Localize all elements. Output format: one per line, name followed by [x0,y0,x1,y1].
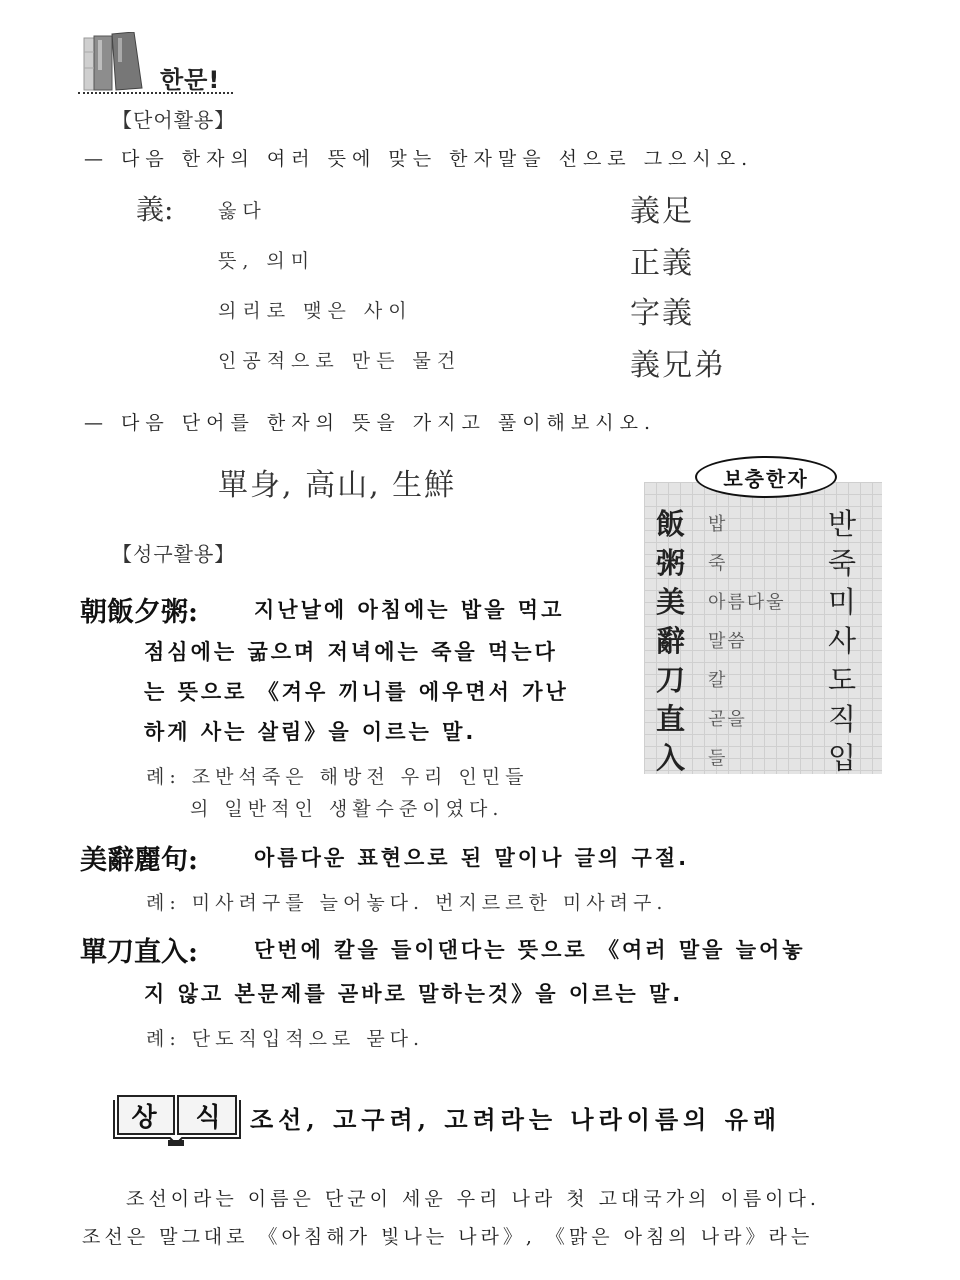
hanja-reading: 죽 [827,546,856,580]
idiom-definition-line: 아름다운 표현으로 된 말이나 글의 구절. [254,846,690,870]
header-divider [78,92,233,94]
instruction-interpret: — 다음 단어를 한자의 뜻을 가지고 풀이해보시오. [84,412,657,434]
open-book-icon [112,1088,242,1148]
hanja-meaning: 아름다울 [708,592,786,613]
hanja-meaning: 곧을 [708,709,747,730]
knowledge-label-2: 식 [195,1103,221,1133]
chapter-title: 한문! [160,66,221,94]
hanja-meaning: 말씀 [708,631,747,652]
idiom-definition-line: 지난날에 아침에는 밥을 먹고 [254,598,565,622]
exercise-words: 單身, 高山, 生鮮 [218,468,457,503]
meaning-item: 의리로 맺은 사이 [218,300,413,322]
hanja-char: 粥 [656,546,686,580]
idiom-heading: 美辭麗句: [80,845,198,876]
hanja-reading: 도 [827,663,856,697]
hanja-word-item: 正義 [630,246,694,281]
supplementary-hanja-title: 보충한자 [695,456,837,498]
hanja-entry [644,736,882,776]
hanja-meaning: 죽 [708,553,728,574]
hanja-entry [644,580,882,620]
section-label-word-usage: 【단어활용】 [112,108,236,132]
supplementary-hanja-box [644,482,882,774]
hanja-char: 美 [656,585,686,619]
hanja-char: 刀 [656,663,686,697]
hanja-reading: 미 [827,585,856,619]
instruction-match: — 다음 한자의 여러 뜻에 맞는 한자말을 선으로 그으시오. [84,148,754,170]
idiom-example-line: 례: 조반석죽은 해방전 우리 인민들 [146,766,529,788]
section-label-idiom-usage: 【성구활용】 [112,542,236,566]
idiom-definition-line: 지 않고 본문제를 곧바로 말하는것》을 이르는 말. [144,982,684,1006]
target-character: 義: [136,193,174,226]
meaning-item: 옳다 [218,200,267,222]
hanja-reading: 입 [827,741,856,775]
knowledge-title: 조선, 고구려, 고려라는 나라이름의 유래 [250,1105,782,1134]
paragraph-line: 조선이라는 이름은 단군이 세운 우리 나라 첫 고대국가의 이름이다. [126,1188,820,1210]
idiom-example-line: 의 일반적인 생활수준이였다. [190,798,504,820]
hanja-entry [644,502,882,542]
hanja-word-item: 義足 [630,194,694,229]
hanja-word-item: 字義 [630,296,694,331]
hanja-reading: 사 [827,624,856,658]
hanja-reading: 직 [827,702,856,736]
idiom-definition-line: 는 뜻으로 《겨우 끼니를 에우면서 가난 [144,680,569,704]
idiom-definition-line: 단번에 칼을 들이댄다는 뜻으로 《여러 말을 늘어놓 [254,938,806,962]
idiom-example-line: 례: 단도직입적으로 묻다. [146,1028,425,1050]
idiom-heading: 朝飯夕粥: [80,597,198,628]
meaning-item: 인공적으로 만든 물건 [218,350,462,372]
hanja-reading: 반 [827,507,856,541]
paragraph-line: 조선은 말그대로 《아침해가 빛나는 나라》, 《맑은 아침의 나라》라는 [82,1226,814,1248]
hanja-entry [644,697,882,737]
idiom-definition-line: 점심에는 굶으며 저녁에는 죽을 먹는다 [144,640,558,664]
hanja-entry [644,541,882,581]
hanja-entry [644,619,882,659]
books-icon [82,32,162,92]
hanja-char: 入 [656,741,686,775]
hanja-entry [644,658,882,698]
hanja-char: 直 [656,702,686,736]
idiom-heading: 單刀直入: [80,937,198,968]
hanja-char: 飯 [656,507,686,541]
meaning-item: 뜻, 의미 [218,250,316,272]
idiom-definition-line: 하게 사는 살림》을 이르는 말. [144,720,477,744]
knowledge-label-1: 상 [131,1103,157,1133]
hanja-char: 辭 [656,624,686,658]
hanja-meaning: 들 [708,748,728,769]
hanja-meaning: 칼 [708,670,728,691]
idiom-example-line: 례: 미사려구를 늘어놓다. 번지르르한 미사려구. [146,892,668,914]
hanja-word-item: 義兄弟 [630,348,726,383]
hanja-meaning: 밥 [708,514,728,535]
chapter-header [78,30,248,94]
